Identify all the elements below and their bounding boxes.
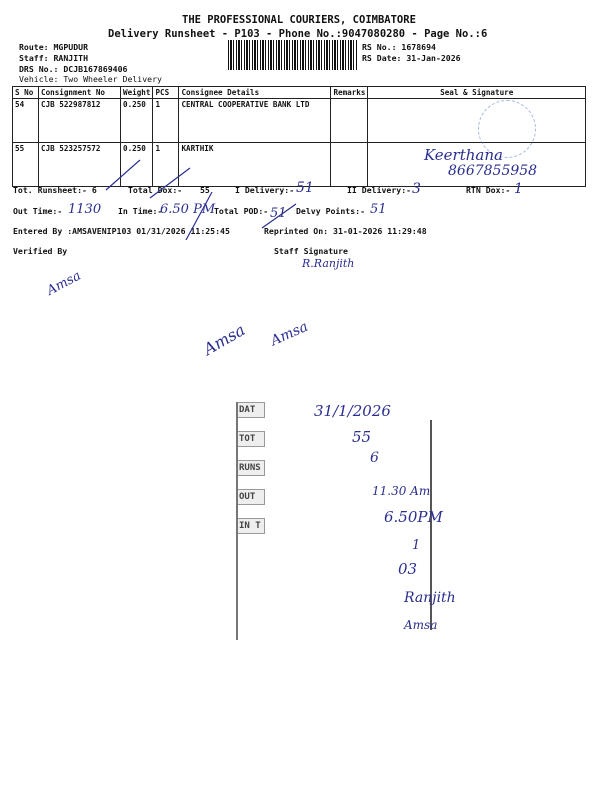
- rtn-dox-label: RTN Dox:-: [466, 185, 511, 195]
- stamp-label-runsheet: RUNS: [238, 460, 265, 476]
- stamp-total-handwritten: 55: [352, 428, 372, 446]
- pen-stroke: [106, 160, 140, 190]
- runsheet-subtitle: Delivery Runsheet - P103 - Phone No.:9047080280 - Page No.:6: [108, 28, 488, 40]
- stamp-label-total: TOT: [238, 431, 265, 447]
- out-time-label: Out Time:-: [13, 206, 63, 216]
- cell-consignment: CJB 523257572: [39, 143, 121, 187]
- pen-stroke: [262, 204, 296, 228]
- mid-scribble-1: Amsa: [200, 320, 249, 359]
- rs-date: RS Date: 31-Jan-2026: [362, 53, 461, 63]
- i-delivery-label: I Delivery:-: [235, 185, 295, 195]
- col-header-consignment: Consignment No: [39, 87, 121, 99]
- total-pod-label: Total POD:-: [214, 206, 269, 216]
- staff-signature-handwritten: R.Ranjith: [302, 257, 355, 270]
- col-header-weight: Weight: [121, 87, 153, 99]
- stamp-sign-handwritten: Ranjith: [404, 590, 456, 606]
- stamp-in-handwritten: 6.50PM: [384, 508, 443, 526]
- delvy-points-handwritten: 51: [370, 202, 387, 217]
- in-time-label: In Time:-: [118, 206, 163, 216]
- stamp-label-in: IN T: [238, 518, 265, 534]
- cell-weight: 0.250: [121, 143, 153, 187]
- pen-stroke: [186, 192, 212, 240]
- pen-stroke: [150, 168, 190, 198]
- company-title: THE PROFESSIONAL COURIERS, COIMBATORE: [182, 14, 416, 26]
- mid-scribble-2: Amsa: [268, 318, 311, 350]
- rtn-dox-handwritten: 1: [514, 181, 523, 197]
- ii-delivery-label: II Delivery:-: [347, 185, 412, 195]
- i-delivery-handwritten: 51: [296, 180, 314, 196]
- recipient-phone-handwritten: 8667855958: [448, 163, 538, 179]
- cell-sno: 54: [13, 99, 39, 143]
- cell-weight: 0.250: [121, 99, 153, 143]
- cell-pcs: 1: [153, 143, 179, 187]
- cell-consignee: CENTRAL COOPERATIVE BANK LTD: [179, 99, 331, 143]
- ii-delivery-handwritten: 3: [412, 181, 421, 197]
- total-dox-value: 55: [200, 185, 210, 195]
- stamp-label-out: OUT: [238, 489, 265, 505]
- staff-signature-label: Staff Signature: [274, 246, 348, 256]
- route-label: Route: MGPUDUR: [19, 42, 89, 52]
- cell-consignee: KARTHIK: [179, 143, 331, 187]
- rs-number: RS No.: 1678694: [362, 42, 436, 52]
- delvy-points-label: Delvy Points:-: [296, 206, 366, 216]
- stamp-label-date: DAT: [238, 402, 265, 418]
- stamp-misc-handwritten: 1: [412, 538, 421, 553]
- col-header-pcs: PCS: [153, 87, 179, 99]
- reprinted-on: Reprinted On: 31-01-2026 11:29:48: [264, 226, 427, 236]
- drs-number: DRS No.: DCJB167869406: [19, 64, 128, 74]
- stamp-sign2-handwritten: Amsa: [404, 618, 438, 632]
- vehicle-label: Vehicle: Two Wheeler Delivery: [19, 74, 162, 84]
- stamp-code-handwritten: 03: [398, 560, 418, 578]
- total-dox-label: Total Dox:-: [128, 185, 183, 195]
- verified-signature-handwritten: Amsa: [44, 268, 84, 299]
- col-header-remarks: Remarks: [331, 87, 368, 99]
- cell-consignment: CJB 522987812: [39, 99, 121, 143]
- col-header-sno: S No: [13, 87, 39, 99]
- verified-by-label: Verified By: [13, 246, 68, 256]
- recipient-name-handwritten: Keerthana: [424, 146, 503, 164]
- out-time-handwritten: 1130: [68, 202, 102, 217]
- col-header-seal: Seal & Signature: [368, 87, 586, 99]
- stamp-out-handwritten: 11.30 Am: [372, 484, 431, 498]
- in-time-handwritten: 6.50 PM: [160, 202, 216, 217]
- cell-sno: 55: [13, 143, 39, 187]
- staff-label: Staff: RANJITH: [19, 53, 89, 63]
- tot-runsheet: Tot. Runsheet:- 6: [13, 185, 97, 195]
- total-pod-handwritten: 51: [270, 206, 287, 221]
- stamp-date-handwritten: 31/1/2026: [314, 402, 391, 420]
- stamp-runsheet-handwritten: 6: [370, 450, 379, 466]
- entered-by: Entered By :AMSAVENIP103 01/31/2026 11:25:45: [13, 226, 230, 236]
- cell-pcs: 1: [153, 99, 179, 143]
- col-header-consignee: Consignee Details: [179, 87, 331, 99]
